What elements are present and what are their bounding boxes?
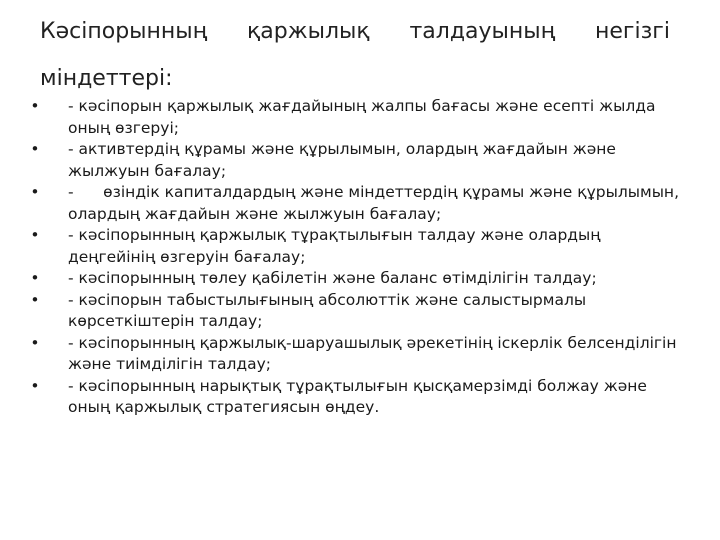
- bullet-icon: •: [30, 376, 40, 395]
- list-item-text: - кәсіпорын қаржылық жағдайының жалпы бағасы және есепті жылда оның өзгеруі;: [68, 97, 656, 137]
- slide-title: [40, 8, 670, 102]
- bullet-icon: •: [30, 269, 40, 287]
- bullet-list: [28, 96, 688, 419]
- bullet-icon: •: [30, 183, 40, 201]
- bullet-icon: •: [30, 140, 40, 158]
- list-item: [28, 333, 688, 376]
- list-item-text: - кәсіпорынның төлеу қабілетін және баланс өтімділігін талдау;: [68, 269, 597, 287]
- list-item: [28, 376, 688, 419]
- list-item-text: - кәсіпорын табыстылығының абсолюттік және салыстырмалы көрсеткіштерін талдау;: [68, 290, 587, 330]
- list-item-text: - кәсіпорынның қаржылық тұрақтылығын талдау және олардың деңгейінің өзгеруін бағалау;: [68, 226, 601, 266]
- title-word: талдауының: [409, 19, 556, 44]
- list-item: [28, 182, 688, 225]
- bullet-icon: •: [30, 97, 40, 115]
- list-item-text: - кәсіпорынның қаржылық-шаруашылық әрекетінің іскерлік белсенділігін және тиімділігін талдау;: [68, 333, 677, 373]
- list-item: [28, 139, 688, 182]
- title-word: Кәсіпорынның: [40, 19, 208, 44]
- list-item: [28, 290, 688, 333]
- title-word: қаржылық: [247, 19, 370, 44]
- bullet-icon: •: [30, 290, 40, 309]
- title-line-2: міндеттері:: [40, 66, 173, 91]
- list-item: [28, 96, 688, 139]
- list-item-text: - активтердің құрамы және құрылымын, олардың жағдайын және жылжуын бағалау;: [68, 140, 616, 180]
- list-item-text: - өзіндік капиталдардың және міндеттердің құрамы және құрылымын, олардың жағдайын және жылжуын бағалау;: [68, 183, 684, 223]
- bullet-icon: •: [30, 333, 40, 352]
- bullet-icon: •: [30, 226, 40, 244]
- title-line-1: [40, 8, 670, 55]
- list-item: [28, 268, 688, 290]
- list-item-text: - кәсіпорынның нарықтық тұрақтылығын қысқамерзімді болжау және оның қаржылық стратегиясын өңдеу.: [68, 376, 647, 416]
- title-word: негізгі: [595, 19, 670, 44]
- list-item: [28, 225, 688, 268]
